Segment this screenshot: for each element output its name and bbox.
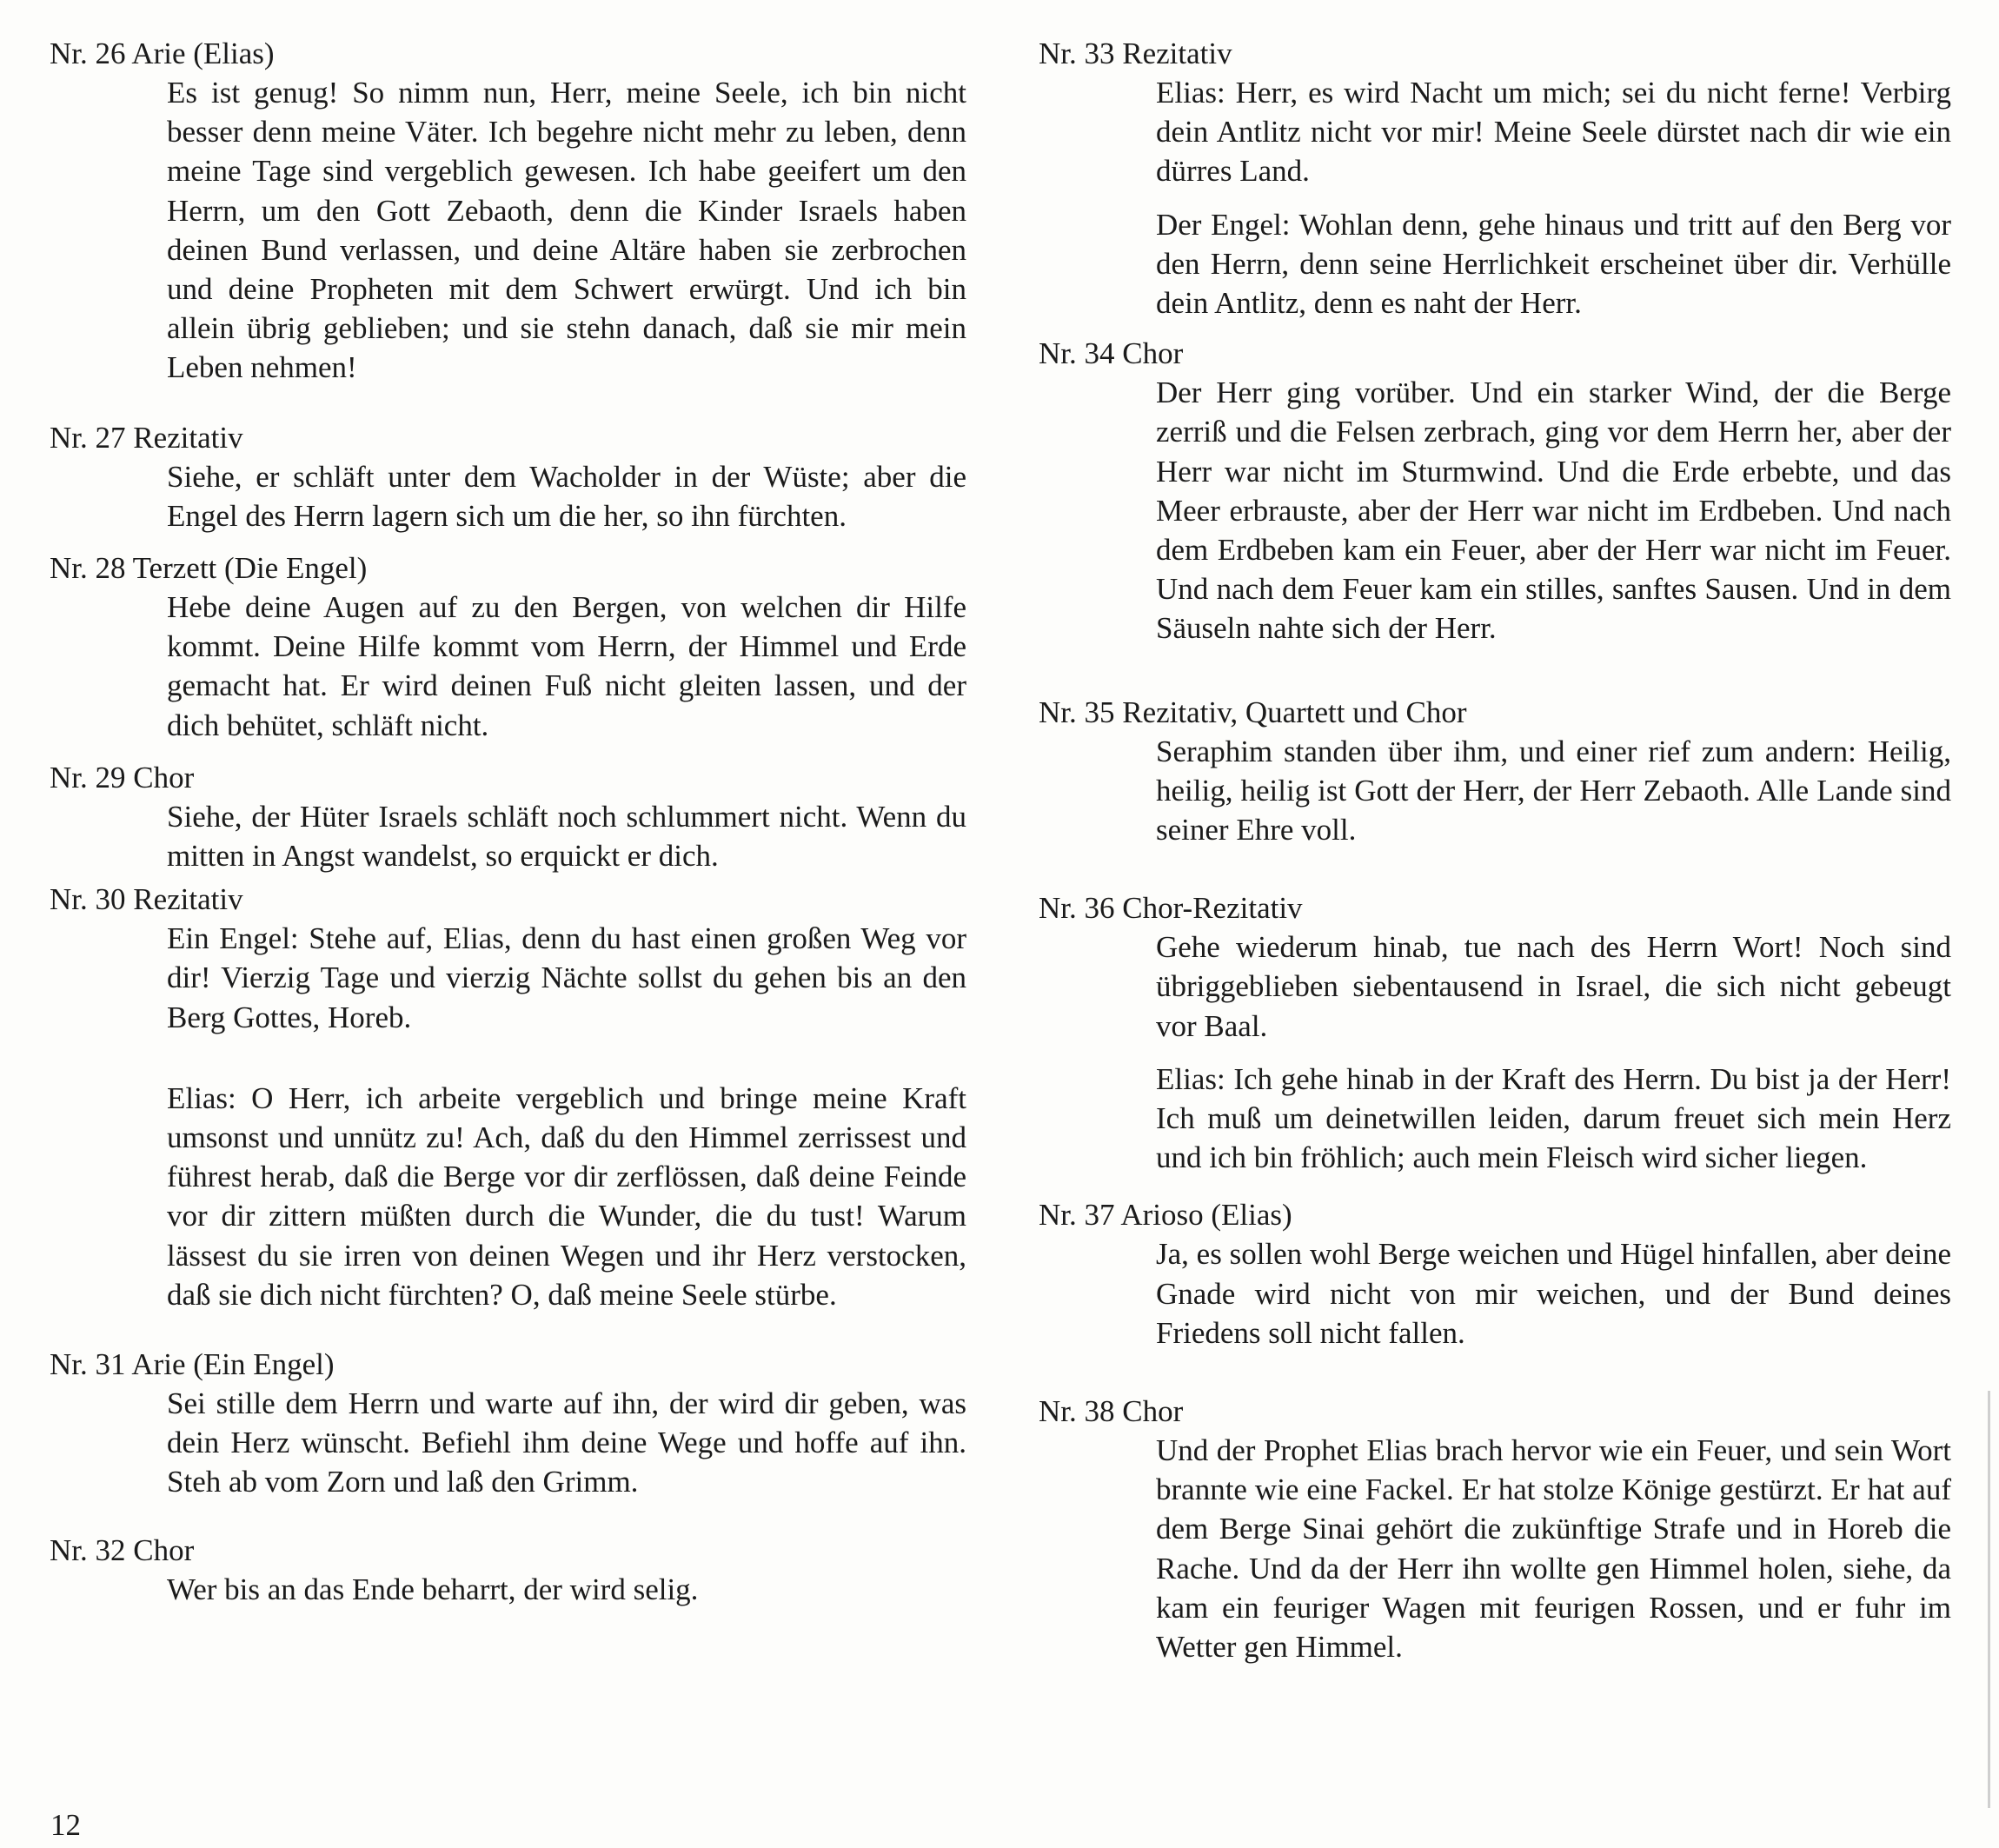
- left-column: [50, 35, 966, 1609]
- section-heading: Nr. 26 Arie (Elias): [50, 37, 275, 70]
- section-heading: Nr. 28 Terzett (Die Engel): [50, 551, 368, 586]
- section-body: [167, 73, 966, 388]
- section-heading: Nr. 29 Chor: [50, 760, 195, 794]
- paragraph: Hebe deine Augen auf zu den Bergen, von welchen dir Hilfe kommt. Deine Hilfe kommt vom Herrn, der Himmel und Erde gemacht hat. Er wird deinen Fuß nicht gleiten lassen, und der dich behütet, schläft nicht.: [167, 590, 966, 742]
- paragraph: Ja, es sollen wohl Berge weichen und Hügel hinfallen, aber deine Gnade wird nicht von mir weichen, und der Bund deines Friedens soll nicht fallen.: [1156, 1237, 1951, 1350]
- section-heading: Nr. 30 Rezitativ: [50, 882, 243, 917]
- section-heading: Nr. 31 Arie (Ein Engel): [50, 1347, 335, 1382]
- section-heading: Nr. 38 Chor: [1039, 1394, 1184, 1429]
- paragraph: Siehe, der Hüter Israels schläft noch schlummert nicht. Wenn du mitten in Angst wandelst, so erquickt er dich.: [167, 799, 966, 874]
- right-column: [1039, 35, 1951, 1666]
- paragraph: Der Engel: Wohlan denn, gehe hinaus und tritt auf den Berg vor den Herrn, denn seine Herrlichkeit erscheinet über dir. Verhülle dein Antlitz, denn es naht der Herr.: [1156, 207, 1951, 321]
- paragraph: Elias: Ich gehe hinab in der Kraft des Herrn. Du bist ja der Herr! Ich muß um deinetwillen leiden, darum freuet sich mein Herz und ich bin fröhlich; auch mein Fleisch wird sicher liegen.: [1156, 1061, 1951, 1175]
- section-body: [1156, 373, 1951, 648]
- section-body: [167, 588, 966, 745]
- section-heading: Nr. 34 Chor: [1039, 336, 1184, 371]
- section-nr35: [1039, 694, 1951, 850]
- section-nr28: [50, 549, 966, 745]
- paragraph: Wer bis an das Ende beharrt, der wird selig.: [167, 1572, 699, 1606]
- section-body: [167, 797, 966, 875]
- section-body: [167, 1570, 966, 1609]
- section-body: [1156, 927, 1951, 1177]
- section-heading: Nr. 27 Rezitativ: [50, 420, 243, 455]
- paragraph: Es ist genug! So nimm nun, Herr, meine Seele, ich bin nicht besser denn meine Väter. Ich begehre nicht mehr zu leben, denn meine Tage sind vergeblich gewesen. Ich habe geeifert um den Herrn, um den Gott Zebaoth, denn die Kinder Israels haben deinen Bund verlassen, und deine Altäre haben sie zerbrochen und deine Propheten mit dem Schwert erwürgt. Und ich bin allein übrig geblieben; und sie stehn danach, daß sie mir mein Leben nehmen!: [167, 76, 966, 385]
- page-number: 12: [50, 1808, 81, 1842]
- paragraph: Gehe wiederum hinab, tue nach des Herrn Wort! Noch sind übriggeblieben siebentausend in Israel, die sich nicht gebeugt vor Baal.: [1156, 930, 1951, 1043]
- paragraph: Siehe, er schläft unter dem Wacholder in der Wüste; aber die Engel des Herrn lagern sich um die her, so ihn fürchten.: [167, 459, 966, 533]
- paragraph: Sei stille dem Herrn und warte auf ihn, der wird dir geben, was dein Herz wünscht. Befiehl ihm deine Wege und hoffe auf ihn. Steh ab vom Zorn und laß den Grimm.: [167, 1386, 966, 1499]
- section-nr29: [50, 759, 966, 875]
- paragraph: Elias: Herr, es wird Nacht um mich; sei du nicht ferne! Verbirg dein Antlitz nicht vor mir! Meine Seele dürstet nach dir wie ein dürres Land.: [1156, 76, 1951, 189]
- section-heading: Nr. 33 Rezitativ: [1039, 37, 1232, 70]
- section-body: [1156, 732, 1951, 850]
- section-body: [167, 919, 966, 1314]
- paragraph: Seraphim standen über ihm, und einer rief zum andern: Heilig, heilig, heilig ist Gott der Herr, der Herr Zebaoth. Alle Lande sind seiner Ehre voll.: [1156, 734, 1951, 848]
- paragraph: Der Herr ging vorüber. Und ein starker Wind, der die Berge zerriß und die Felsen zerbrach, ging vor dem Herrn her, aber der Herr war nicht im Sturmwind. Und die Erde erbebte, und das Meer erbrauste, aber der Herr war nicht im Erdbeben. Und nach dem Erdbeben kam ein Feuer, aber der Herr war nicht im Feuer. Und nach dem Feuer kam ein stilles, sanftes Sausen. Und in dem Säuseln nahte sich der Herr.: [1156, 376, 1951, 646]
- section-body: [167, 1384, 966, 1502]
- section-nr36: [1039, 889, 1951, 1177]
- page-edge-divider: [1988, 1391, 1990, 1808]
- paragraph: Und der Prophet Elias brach hervor wie ein Feuer, und sein Wort brannte wie eine Fackel. Er hat stolze Könige gestürzt. Er hat auf dem Berge Sinai gehört die zukünftige Strafe und in Horeb die Rache. Und da der Herr ihn wollte gen Himmel holen, siehe, da kam ein feuriger Wagen mit feurigen Rossen, und er fuhr im Wetter gen Himmel.: [1156, 1433, 1951, 1665]
- section-body: [167, 457, 966, 535]
- section-heading: Nr. 32 Chor: [50, 1532, 195, 1567]
- section-heading: Nr. 35 Rezitativ, Quartett und Chor: [1039, 695, 1467, 729]
- section-nr33: [1039, 35, 1951, 322]
- section-nr37: [1039, 1196, 1951, 1353]
- section-body: [1156, 73, 1951, 322]
- section-body: [1156, 1431, 1951, 1666]
- section-body: [1156, 1234, 1951, 1353]
- section-nr32: [50, 1532, 966, 1609]
- section-nr31: [50, 1346, 966, 1502]
- section-nr38: [1039, 1393, 1951, 1666]
- section-nr30: [50, 881, 966, 1314]
- paragraph: Elias: O Herr, ich arbeite vergeblich und bringe meine Kraft umsonst und unnütz zu! Ach, daß du den Himmel zerrissest und führest herab, daß die Berge vor dir zerflössen, daß deine Feinde vor dir zittern müßten durch die Wunder, die du tust! Warum lässest du sie irren von deinen Wegen und ihr Herz verstocken, daß sie dich nicht fürchten? O, daß meine Seele stürbe.: [167, 1080, 966, 1312]
- section-heading: Nr. 36 Chor-Rezitativ: [1039, 891, 1303, 926]
- section-nr27: [50, 419, 966, 535]
- section-heading: Nr. 37 Arioso (Elias): [1039, 1198, 1292, 1233]
- section-nr34: [1039, 335, 1951, 648]
- paragraph: Ein Engel: Stehe auf, Elias, denn du hast einen großen Weg vor dir! Vierzig Tage und vierzig Nächte sollst du gehen bis an den Berg Gottes, Horeb.: [167, 921, 966, 1034]
- section-nr26: [50, 35, 966, 388]
